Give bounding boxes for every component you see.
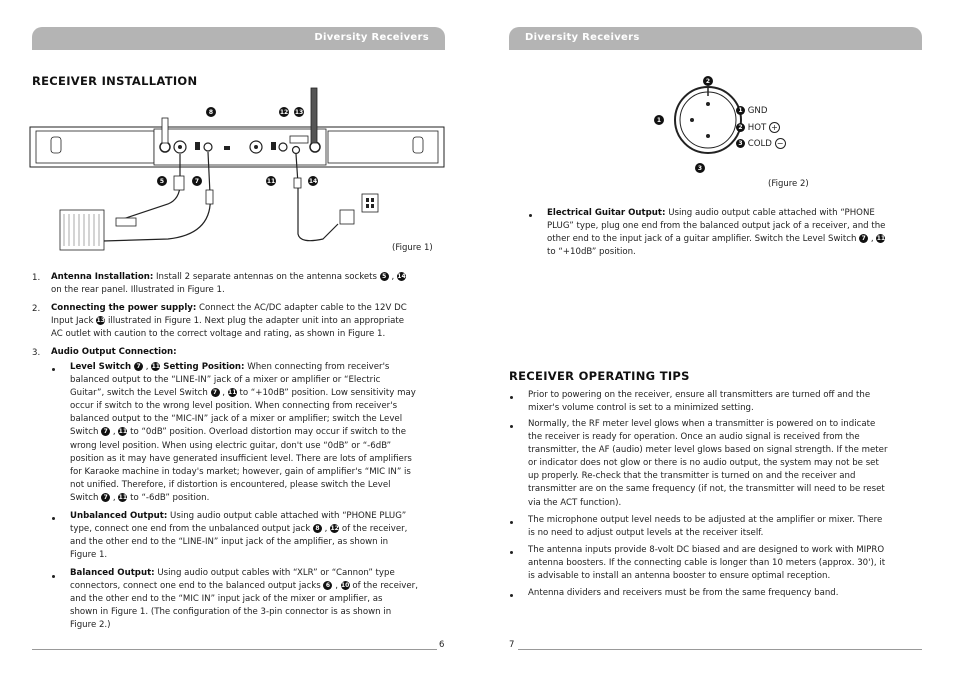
- left-footer-line: [32, 649, 437, 650]
- right-header-title: Diversity Receivers: [525, 32, 640, 43]
- fig1-callout-12-label: 12: [279, 109, 289, 116]
- callout-7-icon: 7: [101, 427, 110, 436]
- fig1-callout-5-label: 5: [159, 178, 165, 185]
- svg-text:3: 3: [697, 165, 703, 172]
- legend-gnd: 1 GND: [736, 103, 786, 120]
- bullet-dot: [510, 521, 513, 524]
- fig1-callout-7: [192, 176, 202, 186]
- tip-3: The microphone output level needs to be adjusted at the amplifier or mixer. There is no need to adjust output levels at the receiver itself.: [528, 515, 883, 539]
- item-3-number: 3.: [32, 348, 41, 358]
- callout-5-icon: 5: [380, 272, 389, 281]
- fig1-callout-12: [279, 107, 289, 117]
- item-1-number: 1.: [32, 273, 41, 283]
- item-2-text: Connecting the power supply: Connect the AC/DC adapter cable to the 12V DC Input Jack 13 illustrated in Figure 1. Next plug the adapter unit into an appropriate AC outlet with caution to the correct voltage and rating, as shown in Figure 1.: [51, 303, 407, 340]
- legend-cold: 3 COLD −: [736, 136, 786, 153]
- callout-6-icon: 6: [323, 581, 332, 590]
- bullet-dot: [510, 594, 513, 597]
- callout-13-icon: 13: [96, 317, 105, 325]
- fig1-callout-13-label: 13: [294, 109, 304, 116]
- callout-7-icon: 7: [101, 493, 110, 502]
- item-3-label: Audio Output Connection:: [51, 347, 177, 357]
- figure-1-caption: (Figure 1): [392, 243, 433, 253]
- bullet-dot: [529, 214, 532, 217]
- bullet-dot: [52, 368, 55, 371]
- item-2-number: 2.: [32, 304, 41, 314]
- callout-10-icon: 10: [341, 582, 350, 590]
- right-page-number: 7: [509, 640, 515, 650]
- pin-1-callout: [654, 115, 664, 125]
- pin-2-callout: [703, 76, 713, 86]
- unbalanced-output-text: Unbalanced Output: Using audio output cable attached with “PHONE PLUG” type, connect one end from the unbalanced output jack 8 , 12 of the receiver, and the other end to the “LINE-IN” input jack of the amplifier, as shown in Figure 1.: [70, 511, 408, 561]
- fig1-callout-11-label: 11: [266, 178, 276, 185]
- callout-11-icon: 11: [151, 363, 160, 370]
- callout-11-icon: 11: [118, 493, 128, 501]
- figure-1-diagram: [28, 84, 448, 254]
- fig1-callout-7-label: 7: [194, 178, 200, 185]
- callout-7-icon: 7: [134, 362, 143, 371]
- left-page-number: 6: [439, 640, 445, 650]
- item-2-label: Connecting the power supply:: [51, 303, 197, 313]
- svg-text:1: 1: [656, 117, 662, 124]
- bullet-dot: [52, 575, 55, 578]
- level-switch-text: Level Switch 7 , 11 Setting Position: When connecting from receiver's balanced output to the “LINE-IN” jack of a mixer or amplifier or “Electric Guitar”, switch the Level Switch 7 , 11 to “+10dB” position. Low sensitivity may occur if switch to the wrong level position. When connecting from receiver's balanced output to the “MIC-IN” jack of a mixer or amplifier; switch the Level Switch 7 , 11 to “0dB” position. Overload distortion may occur if switch to the wrong level position. When using electric guitar, don't use “0dB” or “-6dB” position as it may have generated insufficient level. There are lots of amplifiers for Karaoke machine in today's market; however, gain of amplifier's “MIC IN” is not unified. Therefore, if distortion is encountered, please switch the Level Switch 7 , 11 to “-6dB” position.: [70, 362, 416, 503]
- plus-icon: +: [769, 122, 780, 133]
- legend-hot: 2 HOT +: [736, 120, 786, 137]
- callout-12-icon: 12: [330, 525, 339, 533]
- fig1-callout-8: [206, 107, 216, 117]
- receiver-installation-title: RECEIVER INSTALLATION: [32, 74, 198, 88]
- minus-icon: −: [775, 138, 786, 149]
- fig1-callout-13: [294, 107, 304, 117]
- callout-11-icon: 11: [118, 428, 128, 436]
- left-header-bar: [32, 27, 445, 50]
- pin-3-callout: [695, 163, 705, 173]
- item-1-label: Antenna Installation:: [51, 272, 154, 282]
- callout-11-icon: 11: [876, 235, 886, 243]
- callout-8-icon: 8: [313, 524, 322, 533]
- fig1-callout-5: [157, 176, 167, 186]
- tip-1: Prior to powering on the receiver, ensure all transmitters are turned off and the mixer's volume control is set to a minimized setting.: [528, 390, 871, 414]
- right-header-bar: [509, 27, 922, 50]
- bullet-dot: [510, 396, 513, 399]
- callout-14-icon: 14: [397, 273, 406, 280]
- left-header-title: Diversity Receivers: [314, 32, 429, 43]
- tip-5: Antenna dividers and receivers must be from the same frequency band.: [528, 588, 839, 598]
- callout-11-icon: 11: [228, 389, 237, 397]
- tip-4: The antenna inputs provide 8-volt DC biased and are designed to work with MIPRO antenna boosters. If the connecting cable is longer than 10 meters (approx. 30'), it is advisable to install an antenna booster to ensure optimal reception.: [528, 545, 886, 582]
- right-footer-line: [518, 649, 922, 650]
- callout-7-icon: 7: [211, 388, 220, 397]
- fig1-callout-8-label: 8: [208, 109, 214, 116]
- bullet-dot: [510, 551, 513, 554]
- item-1-text: Antenna Installation: Install 2 separate antennas on the antenna sockets 5 , 14 on the rear panel. Illustrated in Figure 1.: [51, 272, 406, 296]
- guitar-output-text: Electrical Guitar Output: Using audio output cable attached with “PHONE PLUG” type, plug one end from the balanced output jack of a receiver, and the other end to the input jack of a guitar amplifier. Switch the Level Switch 7 , 11 to “+10dB” position.: [547, 208, 886, 258]
- tip-2: Normally, the RF meter level glows when a transmitter is powered on to indicate the receiver is ready for operation. Once an audio signal is received from the transmitter, the AF (audio) meter level glows based on signal strength. If the meter or indicator does not glow or there is no audio output, the system may not be set up properly. Re-check that the transmitter is turned on and the receiver and transmitter are on the same frequency (if not, the transmitter will need to be reset via the ACT function).: [528, 419, 888, 508]
- figure-2-legend: [736, 103, 786, 153]
- bullet-dot: [510, 425, 513, 428]
- fig1-callout-14: [308, 176, 318, 186]
- fig1-callout-14-label: 14: [308, 178, 318, 185]
- operating-tips-title: RECEIVER OPERATING TIPS: [509, 369, 690, 383]
- bullet-dot: [52, 517, 55, 520]
- callout-7-icon: 7: [859, 234, 868, 243]
- fig1-callout-11: [266, 176, 276, 186]
- balanced-output-text: Balanced Output: Using audio output cables with “XLR” or “Cannon” type connectors, connect one end to the balanced output jacks 6 , 10 of the receiver, and the other end to the “MIC IN” input jack of the mixer or amplifier, as shown in Figure 1. (The configuration of the 3-pin connector is as shown in Figure 2.): [70, 568, 418, 631]
- svg-text:2: 2: [705, 78, 711, 85]
- figure-2-caption: (Figure 2): [768, 179, 809, 189]
